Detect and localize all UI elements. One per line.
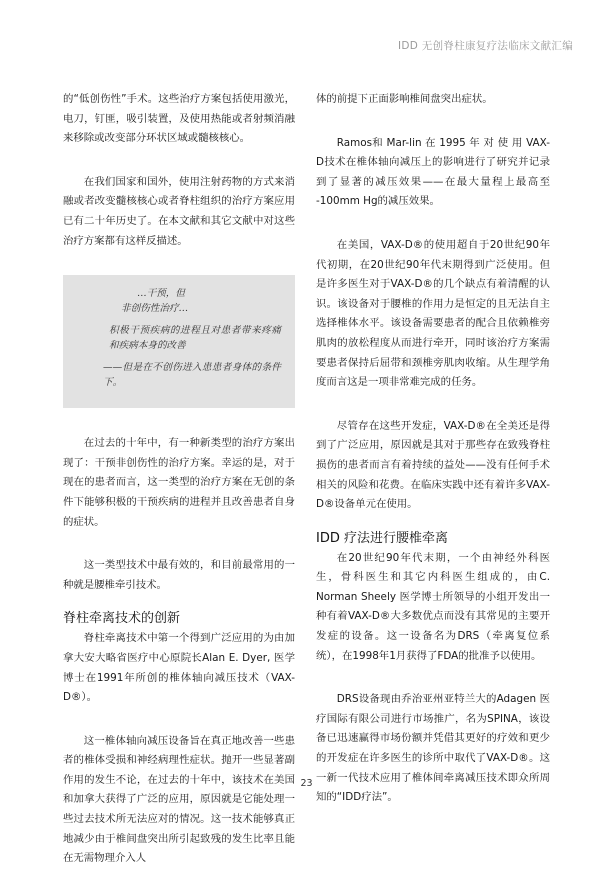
- left-paragraph-4: 这一类型技术中最有效的，和目前最常用的一种就是腰椎牵引技术。: [63, 559, 295, 591]
- quote-line-3: ——但是在不创伤进入患患者身体的条件下。: [103, 362, 281, 388]
- quote-line-1b: 非创伤性治疗…: [121, 302, 189, 314]
- right-paragraph-5: 在20世纪90年代末期，一个由神经外科医生，骨科医生和其它内科医生组成的，由C. Norman Sheely 医学博士所领导的小组开发出一种有着VAX-D®大多数优点而没有其常见的主要开发症的设备。这一设备名为DRS（牵离复位系统），在1998年1月获得了FDA的批准予以使用。: [316, 551, 550, 662]
- running-head: IDD 无创脊柱康复疗法临床文献汇编: [397, 40, 573, 52]
- left-paragraph-1: 的“低创伤性”手术。这些治疗方案包括使用激光，电刀，钉匪，吸引装置，及使用热能或者射频消融来移除或改变部分环状区域或髓核核心。: [63, 93, 295, 145]
- right-paragraph-4: 尽管存在这些开发症，VAX-D®在全美还是得到了广泛应用，原因就是其对于那些存在致残脊柱损伤的患者而言有着持续的益处——没有任何手术相关的风险和花费。在临床实践中还有着许多VAX-D®设备单元在使用。: [316, 419, 550, 511]
- page-number: 23: [300, 778, 313, 789]
- quote-line-2: 积极干预疾病的进程且对患者带来疼痛和疾病本身的改善: [109, 325, 281, 351]
- quote-line-1a: …干预，但: [137, 288, 185, 300]
- left-column: [63, 90, 295, 893]
- right-column: [316, 90, 550, 832]
- section-heading-idd: IDD 疗法进行腰椎牵离: [316, 530, 448, 546]
- left-paragraph-3: 在过去的十年中，有一种新类型的治疗方案出现了：干预非创伤性的治疗方案。幸运的是，对于现在的患者而言，这一类型的治疗方案在无创的条件下能够积极的干预疾病的进程并且改善患者自身的症状。: [63, 437, 295, 528]
- right-paragraph-1: 体的前提下正面影响椎间盘突出症状。: [316, 93, 493, 105]
- left-paragraph-5: 脊柱牵离技术中第一个得到广泛应用的为由加拿大安大略省医疗中心原院长Alan E. Dyer, 医学博士在1991年所创的椎体轴向减压技术（VAX-D®）。: [63, 632, 295, 704]
- section-heading-traction: 脊柱牵离技术的创新: [63, 611, 181, 627]
- right-paragraph-6: DRS设备现由乔治亚州亚特兰大的Adagen 医疗国际有限公司进行市场推广，名为SPINA，该设备已迅速赢得市场份额并凭借其更好的疗效和更少的开发症在许多医生的诊所中取代了VAX-D®。这一新一代技术应用了椎体间牵离减压技术即众所周知的“IDD疗法”。: [316, 693, 550, 804]
- left-paragraph-2: 在我们国家和国外，使用注射药物的方式来消融或者改变髓核核心或者脊柱组织的治疗方案应用已有二十年历史了。在本文献和其它文献中对这些治疗方案都有这样反描述。: [63, 175, 295, 247]
- quote-line-1: [103, 287, 281, 316]
- quote-box: [63, 275, 295, 408]
- left-paragraph-6: 这一椎体轴向减压设备旨在真正地改善一些患者的椎体受损和神经病理性症状。抛开一些显著副作用的发生不论，在过去的十年中，该技术在美国和加拿大获得了广泛的应用，原因就是它能处理一些过去技术所无法应对的情况。这一技术能够真正地减少由于椎间盘突出所引起致残的发生比率且能在无需物理介入人: [63, 734, 295, 865]
- right-paragraph-2: Ramos和 Mar-lin 在 1995 年 对 使 用 VAX-D技术在椎体轴向减压上的影响进行了研究并记录到了显著的减压效果——在最大量程上最高至 -100mm Hg的减压效果。: [316, 136, 550, 208]
- right-paragraph-3: 在美国，VAX-D®的使用超自于20世纪90年代初期，在20世纪90年代末期得到广泛使用。但是许多医生对于VAX-D®的几个缺点有着清醒的认识。该设备对于腰椎的作用力是恒定的且无法自主选择椎体水平。该设备需要患者的配合且依赖椎旁肌肉的放松程度从而进行牵开，同时该治疗方案需要患者保持后屈带和颈椎旁肌肉收缩。从生理学角度而言这是一项非常难完成的任务。: [316, 238, 550, 389]
